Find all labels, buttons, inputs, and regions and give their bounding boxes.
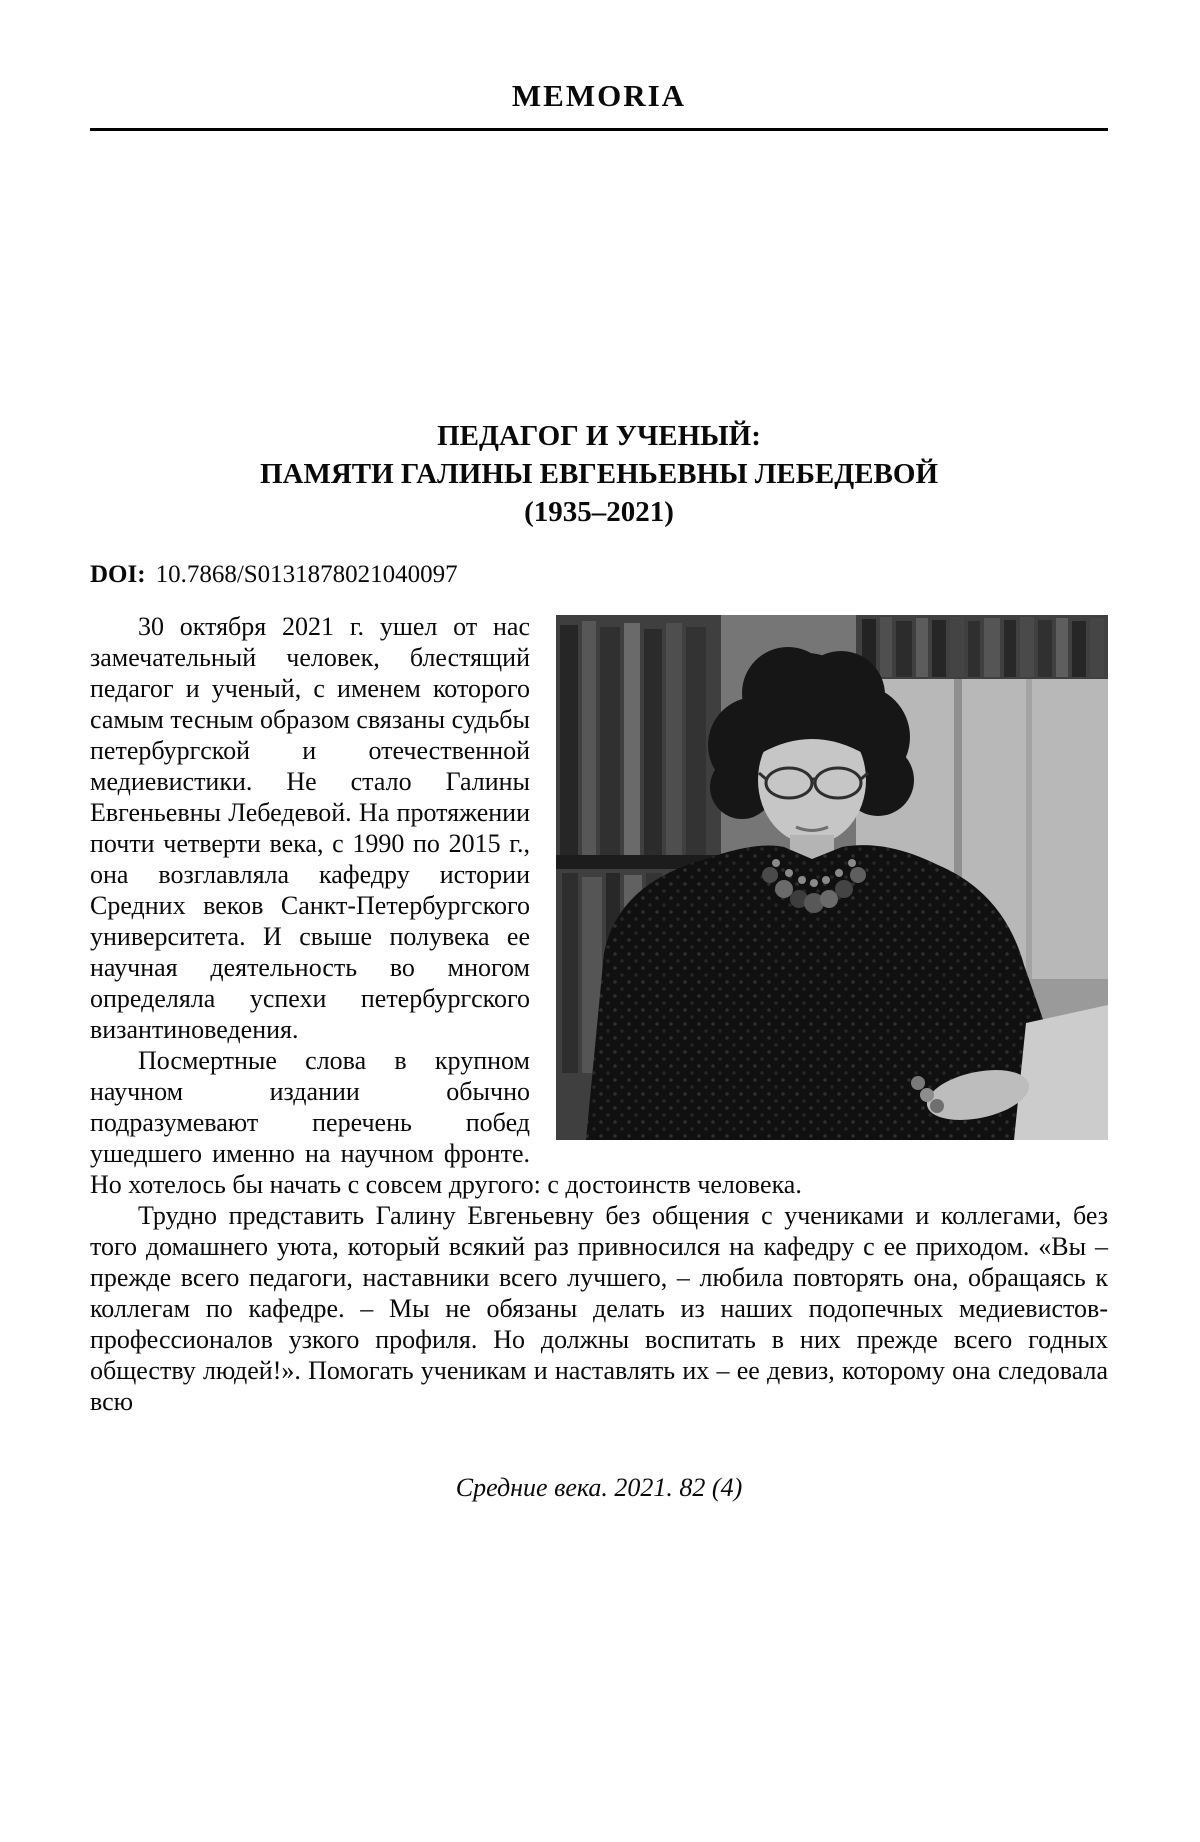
title-line-1: ПЕДАГОГ И УЧЕНЫЙ: (437, 420, 761, 452)
journal-footer: Средние века. 2021. 82 (4) (455, 1473, 743, 1502)
body-paragraph-3: Трудно представить Галину Евгеньевну без общения с учениками и коллегами, без того домашнего уюта, который всякий раз привносился на кафедру с ее приходом. «Вы – прежде всего педагоги, наставники всего лучшего, – любила повторять она, обращаясь к коллегам по кафедре. – Мы не обязаны делать из наших подопечных медиевистов-профессионалов узкого профиля. Но должны воспитать в них прежде всего годных обществу людей!». Помогать ученикам и наставлять их – ее девиз, которому она следовала всю (90, 1201, 1108, 1416)
title-line-3: (1935–2021) (524, 496, 674, 528)
doi-label: DOI: (90, 561, 146, 588)
doi-line (90, 561, 1108, 589)
header-rule (90, 128, 1108, 131)
body-paragraph-1: 30 октября 2021 г. ушел от нас замечательный человек, блестящий педагог и ученый, с именем которого самым тесным образом связаны судьбы петербургской и отечественной медиевистики. Не стало Галины Евгеньевны Лебедевой. На протяжении почти четверти века, с 1990 по 2015 г., она возглавляла кафедру истории Средних веков Санкт-Петербургского университета. И свыше полувека ее научная деятельность во многом определяла успехи петербургского византиноведения. (90, 612, 530, 1044)
body-paragraph-2: Посмертные слова в крупном научном издании обычно подразумевают перечень побед ушедшего именно на научном фронте. Но хотелось бы начать с совсем другого: с достоинств человека. (90, 1046, 802, 1199)
title-line-2: ПАМЯТИ ГАЛИНЫ ЕВГЕНЬЕВНЫ ЛЕБЕДЕВОЙ (259, 458, 939, 490)
doi-value: 10.7868/S0131878021040097 (155, 561, 458, 588)
article-title (90, 417, 1108, 531)
portrait-photo (556, 615, 1108, 1140)
section-header: MEMORIA (511, 78, 687, 113)
portrait-photo-graphic (556, 615, 1108, 1140)
article-body (90, 611, 1108, 1417)
